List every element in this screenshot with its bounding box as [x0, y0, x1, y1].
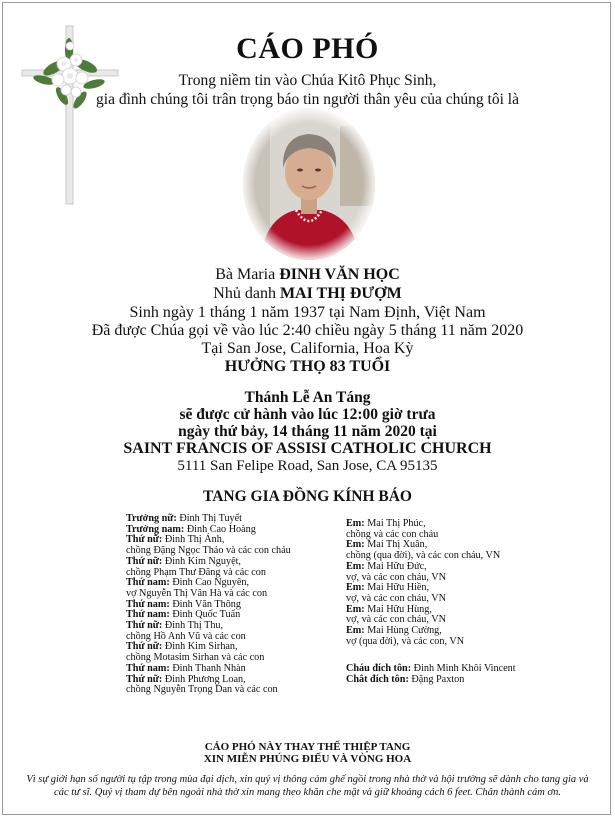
family-left-name: Đinh Kim Nguyệt,: [162, 555, 241, 567]
family-list-left: [126, 514, 291, 696]
family-left-role: Thứ nữ:: [126, 673, 163, 685]
family-left-role: Thứ nam:: [126, 609, 170, 621]
family-left-extra: chồng Motasim Sirhan và các con: [126, 652, 265, 664]
birth-info: Sinh ngày 1 tháng 1 năm 1937 tại Nam Định, Việt Nam: [129, 304, 486, 321]
family-right-role: Em:: [346, 539, 365, 551]
family-right-extra: chồng (qua đời), và các con cháu, VN: [346, 550, 501, 562]
family-right-role: Em:: [346, 518, 365, 529]
family-left-name: Đinh Phương Loan,: [162, 673, 246, 685]
family-left-entry: [126, 557, 291, 578]
family-left-name: Đinh Thanh Nhàn: [169, 662, 246, 674]
family-right-name: Mai Thị Phúc,: [364, 518, 426, 529]
family-right-entry: [346, 626, 516, 647]
deceased-name-bold: ĐINH VĂN HỌC: [279, 266, 400, 283]
family-left-extra: chồng Nguyễn Trọng Dan và các con: [126, 684, 278, 696]
family-left-entry: [126, 621, 291, 642]
family-right-extra: chồng và các con cháu: [346, 528, 439, 540]
family-left-role: Thứ nam:: [126, 577, 170, 589]
family-right-line: [346, 562, 516, 573]
family-right-extra: vợ, và các con cháu, VN: [346, 592, 446, 604]
family-right-entry: [346, 605, 516, 626]
funeral-mass-title: Thánh Lễ An Táng: [244, 389, 371, 406]
family-left-name: Đinh Thị Ánh,: [162, 534, 225, 546]
family-heading: TANG GIA ĐỒNG KÍNH BÁO: [203, 488, 412, 505]
church-address: 5111 San Felipe Road, San Jose, CA 95135: [177, 458, 438, 474]
family-left-name: Đinh Cao Nguyên,: [169, 577, 249, 589]
church-name: SAINT FRANCIS OF ASSISI CATHOLIC CHURCH: [123, 440, 492, 457]
family-left-name: Đinh Thị Thu,: [162, 620, 224, 632]
family-right-entry: [346, 519, 516, 540]
funeral-mass-date: ngày thứ bảy, 14 tháng 11 năm 2020 tại: [178, 423, 437, 440]
family-right-entry: [346, 583, 516, 604]
family-right-role: Em:: [346, 625, 365, 637]
family-left-role: Trưởng nữ:: [126, 513, 177, 524]
family-left-extra: chồng Đặng Ngọc Thảo và các con cháu: [126, 545, 291, 557]
closing-line-1: CÁO PHÓ NÀY THAY THẾ THIỆP TANG: [204, 741, 411, 753]
family-left-role: Thứ nam:: [126, 598, 170, 610]
family-right-entry: [346, 562, 516, 583]
age-at-death: HƯỞNG THỌ 83 TUỔI: [224, 358, 391, 375]
spacer: [346, 647, 516, 664]
intro-line-2: gia đình chúng tôi trân trọng báo tin người thân yêu của chúng tôi là: [96, 91, 519, 108]
family-left-entry: [126, 535, 291, 556]
funeral-mass-time: sẽ được cử hành vào lúc 12:00 giờ trưa: [179, 406, 436, 423]
family-left-role: Trưởng nam:: [126, 523, 185, 535]
descendant-role: Chắt đích tôn:: [346, 674, 409, 686]
descendant-name: Đinh Minh Khôi Vincent: [411, 663, 516, 675]
family-left-entry: [126, 578, 291, 599]
intro-line-1: Trong niềm tin vào Chúa Kitô Phục Sinh,: [178, 72, 437, 89]
religious-name-bold: MAI THỊ ĐƯỢM: [279, 285, 402, 302]
family-right-name: Mai Hữu Đức,: [364, 560, 427, 572]
family-left-name: Đinh Kim Sirhan,: [162, 641, 238, 653]
page-title: CÁO PHÓ: [236, 32, 379, 65]
family-right-extra: vợ, và các con cháu, VN: [346, 614, 446, 626]
family-left-name: Đinh Thị Tuyết: [176, 513, 242, 524]
deceased-name: Bà Maria ĐINH VĂN HỌC: [215, 266, 400, 283]
religious-name: Nhủ danh MAI THỊ ĐƯỢM: [213, 285, 402, 302]
family-left-name: Đinh Quốc Tuấn: [169, 609, 241, 621]
family-left-name: Đinh Cao Hoàng: [184, 523, 256, 535]
family-left-line: [126, 557, 291, 568]
portrait-photo: [240, 106, 378, 262]
closing-line-2: XIN MIỄN PHÚNG ĐIẾU VÀ VÒNG HOA: [203, 753, 412, 765]
family-left-name: Đinh Văn Thông: [169, 598, 241, 610]
family-right-entry: [346, 540, 516, 561]
family-left-entry: [126, 675, 291, 696]
family-left-extra: chồng Phạm Thư Đăng và các con: [126, 566, 266, 578]
pandemic-note: Vì sự giới hạn số người tụ tập trong mùa đại dịch, xin quý vị thông cảm ghế ngồi trong nhà thờ và hội trường sẽ dành cho tang gia và các tư sĩ. Quý vị tham dự bên ngoài nhà thờ xin mang theo khăn che mặt và giữ khoảng cách 6 feet. Chân thành cám ơn.: [26, 774, 589, 798]
death-info: Đã được Chúa gọi về vào lúc 2:40 chiều ngày 5 tháng 11 năm 2020: [91, 322, 524, 339]
family-right-name: Mai Hữu Hiền,: [364, 582, 430, 594]
family-left-role: Thứ nữ:: [126, 534, 163, 546]
descendant-name: Đặng Paxton: [408, 674, 465, 686]
family-right-extra: vợ (qua đời), và các con, VN: [346, 635, 465, 647]
family-right-name: Mai Hữu Hùng,: [364, 603, 432, 615]
family-left-role: Thứ nam:: [126, 662, 170, 674]
family-left-role: Thứ nữ:: [126, 620, 163, 632]
family-right-extra: vợ, và các con cháu, VN: [346, 571, 446, 583]
descendant-role: Cháu đích tôn:: [346, 663, 412, 675]
family-right-role: Em:: [346, 560, 365, 572]
family-right-name: Mai Hùng Cường,: [364, 625, 442, 637]
family-list-right: [346, 519, 516, 686]
family-right-role: Em:: [346, 603, 365, 615]
family-left-role: Thứ nữ:: [126, 555, 163, 567]
family-left-extra: chồng Hồ Anh Vũ và các con: [126, 630, 246, 642]
descendant-line: [346, 675, 516, 686]
family-right-role: Em:: [346, 582, 365, 594]
death-place: Tại San Jose, California, Hoa Kỳ: [201, 340, 414, 357]
family-left-role: Thứ nữ:: [126, 641, 163, 653]
family-left-extra: vợ Nguyễn Thị Vân Hà và các con: [126, 587, 268, 599]
family-right-name: Mai Thị Xuân,: [364, 539, 428, 551]
family-left-entry: [126, 642, 291, 663]
